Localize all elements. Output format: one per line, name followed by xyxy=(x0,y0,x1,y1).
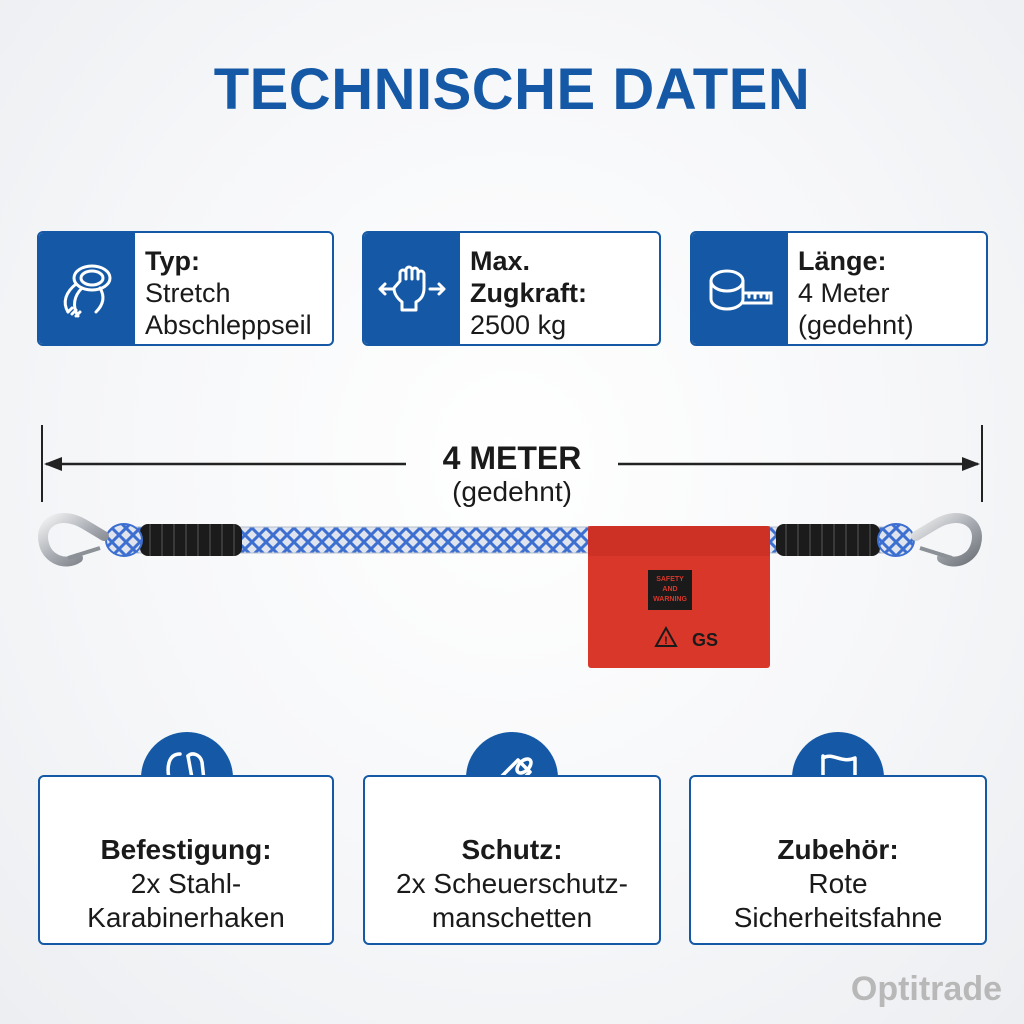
feature-value: Rote xyxy=(808,868,868,899)
feature-card-accessory xyxy=(689,775,987,945)
feature-value: 2x Scheuerschutz- xyxy=(396,868,628,899)
brand-logo: Optitrade xyxy=(850,970,1002,1008)
spec-label: Typ: xyxy=(145,246,200,276)
feature-value: Sicherheitsfahne xyxy=(733,902,943,933)
feature-card-protection xyxy=(363,775,661,945)
spec-label: Länge: xyxy=(798,246,887,276)
spec-card-pull-force xyxy=(362,231,661,346)
feature-value: Karabinerhaken xyxy=(87,902,285,933)
feature-label: Zubehör: xyxy=(777,834,899,865)
length-label: 4 METER xyxy=(442,440,582,476)
gs-mark: GS xyxy=(692,630,719,650)
tow-rope-image xyxy=(0,500,1024,680)
spec-value: Abschleppseil xyxy=(145,310,312,340)
tape-measure-icon xyxy=(692,233,788,344)
flag-text-warning: WARNING xyxy=(653,596,687,603)
spec-card-type xyxy=(37,231,334,346)
spec-card-length xyxy=(690,231,988,346)
feature-label: Schutz: xyxy=(461,834,563,865)
feature-value: manschetten xyxy=(431,902,593,933)
fist-force-icon xyxy=(364,233,460,344)
feature-card-fastening xyxy=(38,775,334,945)
feature-value: 2x Stahl- xyxy=(130,868,242,899)
svg-text:!: ! xyxy=(664,635,668,647)
feature-label: Befestigung: xyxy=(100,834,272,865)
spec-value: 2500 kg xyxy=(470,310,567,340)
flag-text-and: AND xyxy=(662,586,678,593)
page-title: TECHNISCHE DATEN xyxy=(213,57,811,122)
spec-value: (gedehnt) xyxy=(798,310,914,340)
length-sublabel: (gedehnt) xyxy=(452,476,572,507)
flag-text-safety: SAFETY xyxy=(656,576,684,583)
rope-icon xyxy=(39,233,135,344)
spec-value: Stretch xyxy=(145,278,231,308)
spec-label: Max. Zugkraft: xyxy=(470,246,587,308)
spec-value: 4 Meter xyxy=(798,278,890,308)
